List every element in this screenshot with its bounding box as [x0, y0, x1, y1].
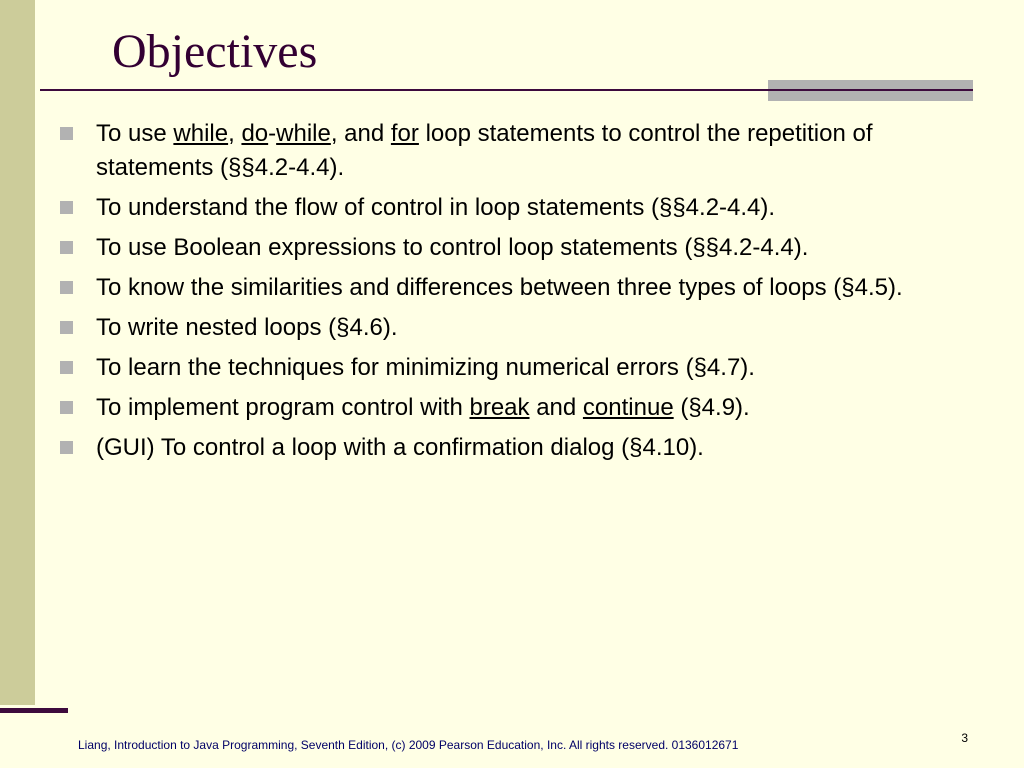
square-bullet-icon [60, 127, 73, 140]
bullet-text: (GUI) To control a loop with a confirmation dialog (§4.10). [96, 434, 704, 461]
keyword-text: while [276, 120, 331, 147]
bullet-text: loop statements to control the repetition of statements (§§4.2-4.4). [96, 120, 873, 181]
list-item [60, 191, 980, 225]
page-number: 3 [961, 731, 968, 745]
list-item [60, 117, 980, 185]
keyword-text: for [390, 120, 419, 147]
square-bullet-icon [60, 281, 73, 294]
list-item [60, 431, 980, 465]
keyword-text: do [241, 120, 269, 147]
objectives-list [60, 117, 980, 471]
list-item [60, 391, 980, 425]
square-bullet-icon [60, 401, 73, 414]
square-bullet-icon [60, 201, 73, 214]
bullet-text: To use [96, 120, 174, 147]
square-bullet-icon [60, 441, 73, 454]
bullet-text: and [529, 394, 583, 421]
bullet-text: , and [330, 120, 391, 147]
left-decorative-band [0, 0, 35, 705]
bullet-text: To understand the flow of control in loop statements (§§4.2-4.4). [96, 194, 776, 221]
list-item [60, 351, 980, 385]
bullet-text: To implement program control with [96, 394, 470, 421]
list-item [60, 231, 980, 265]
keyword-text: break [469, 394, 530, 421]
bullet-text: To write nested loops (§4.6). [96, 314, 398, 341]
square-bullet-icon [60, 241, 73, 254]
bullet-text: (§4.9). [673, 394, 750, 421]
square-bullet-icon [60, 321, 73, 334]
list-item [60, 271, 980, 305]
bullet-text: To use Boolean expressions to control loop statements (§§4.2-4.4). [96, 234, 809, 261]
bullet-text: To know the similarities and differences between three types of loops (§4.5). [96, 274, 903, 301]
square-bullet-icon [60, 361, 73, 374]
keyword-text: while [173, 120, 229, 147]
list-item [60, 311, 980, 345]
keyword-text: continue [582, 394, 674, 421]
bullet-text: - [268, 120, 277, 147]
slide-footer: Liang, Introduction to Java Programming, Seventh Edition, (c) 2009 Pearson Education, Inc. All rights reserved. 0136012671 [78, 738, 739, 752]
title-accent-rule [768, 89, 973, 91]
bullet-text: To learn the techniques for minimizing numerical errors (§4.7). [96, 354, 755, 381]
bullet-text: , [228, 120, 242, 147]
left-bottom-rule [0, 708, 68, 713]
slide-title: Objectives [112, 25, 318, 78]
